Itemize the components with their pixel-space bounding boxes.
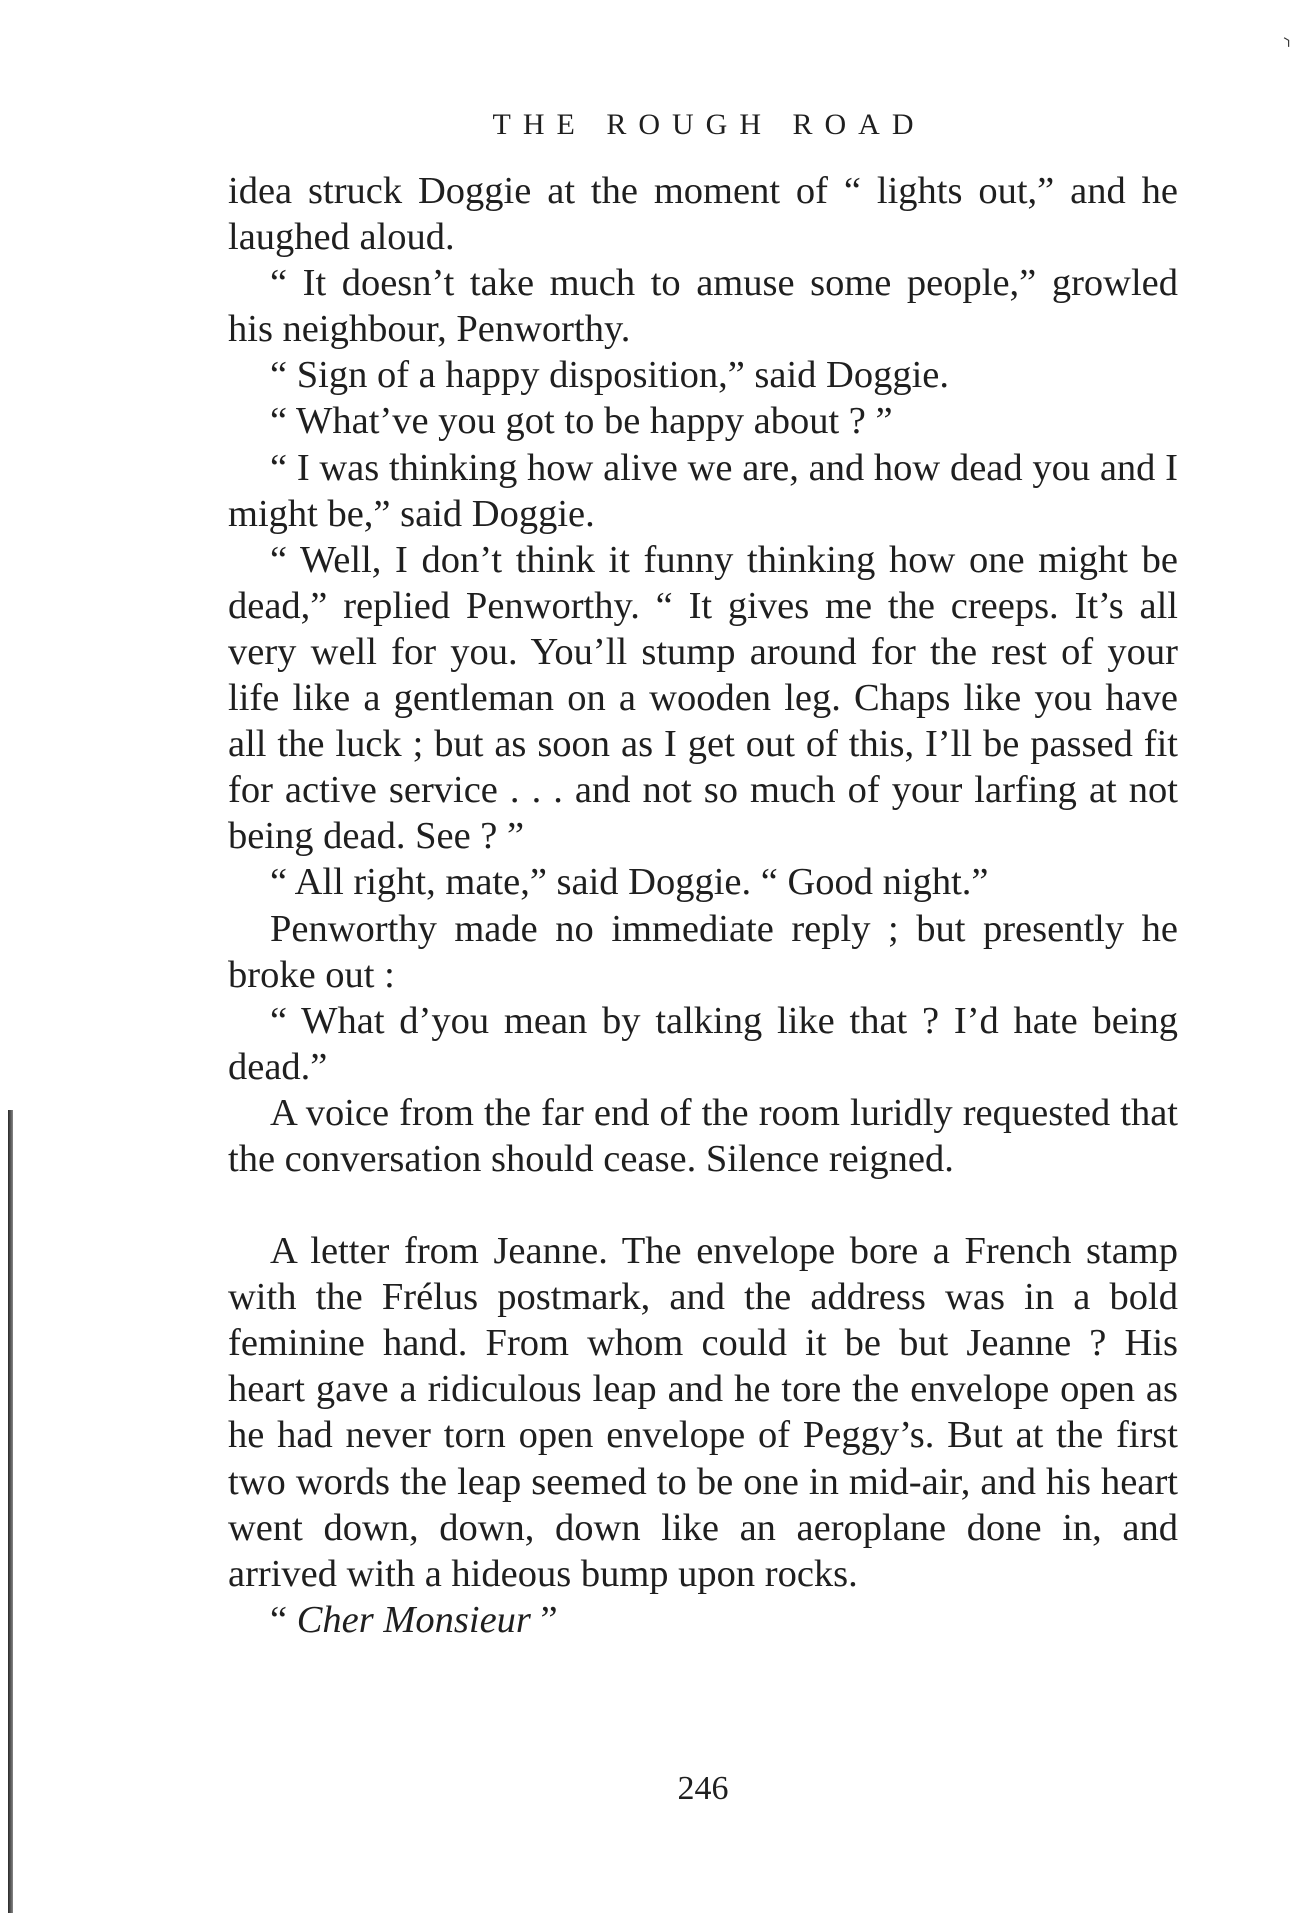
paragraph: idea struck Doggie at the moment of “ lights out,” and he laughed aloud.	[228, 170, 1178, 259]
page-number: 246	[677, 1770, 729, 1807]
body-text	[228, 168, 1178, 1643]
book-page	[228, 108, 1178, 1643]
paragraph: “ All right, mate,” said Doggie. “ Good night.”	[270, 861, 989, 904]
corner-mark: ⸃	[1280, 33, 1292, 58]
binding-edge	[8, 1110, 13, 1913]
paragraph: “ Sign of a happy disposition,” said Doggie.	[270, 354, 950, 397]
salutation: Cher Monsieur	[296, 1598, 531, 1641]
close-quote: ”	[530, 1598, 558, 1641]
closing-line	[228, 1597, 1178, 1643]
paragraph: Penworthy made no immediate reply ; but presently he broke out :	[228, 907, 1178, 996]
paragraph: “ Well, I don’t think it funny thinking how one might be dead,” replied Penworthy. “ It gives me the creeps. It’s all very well for you. You’ll stump around for the rest of your life like a gentleman on a wooden leg. Chaps like you have all the luck ; but as soon as I get out of this, I’ll be passed fit for active service . . . and not so much of your larfing at not being dead. See ? ”	[228, 538, 1178, 858]
paragraph: “ I was thinking how alive we are, and how dead you and I might be,” said Doggie.	[228, 446, 1178, 535]
open-quote: “	[270, 1598, 297, 1641]
running-head: THE ROUGH ROAD	[492, 108, 926, 141]
paragraph: A letter from Jeanne. The envelope bore a French stamp with the Frélus postmark, and the address was in a bold feminine hand. From whom could it be but Jeanne ? His heart gave a ridiculous leap and he tore the envelope open as he had never torn open envelope of Peggy’s. But at the first two words the leap seemed to be one in mid-air, and his heart went down, down, down like an aeroplane done in, and arrived with a hideous bump upon rocks.	[228, 1230, 1178, 1595]
paragraph: “ What’ve you got to be happy about ? ”	[270, 400, 893, 443]
paragraph: “ What d’you mean by talking like that ? I’d hate being dead.”	[228, 999, 1178, 1088]
section-break	[228, 1182, 1178, 1228]
paragraph: “ It doesn’t take much to amuse some people,” growled his neighbour, Penworthy.	[228, 262, 1178, 351]
paragraph: A voice from the far end of the room luridly requested that the conversation should cease. Silence reigned.	[228, 1091, 1178, 1180]
